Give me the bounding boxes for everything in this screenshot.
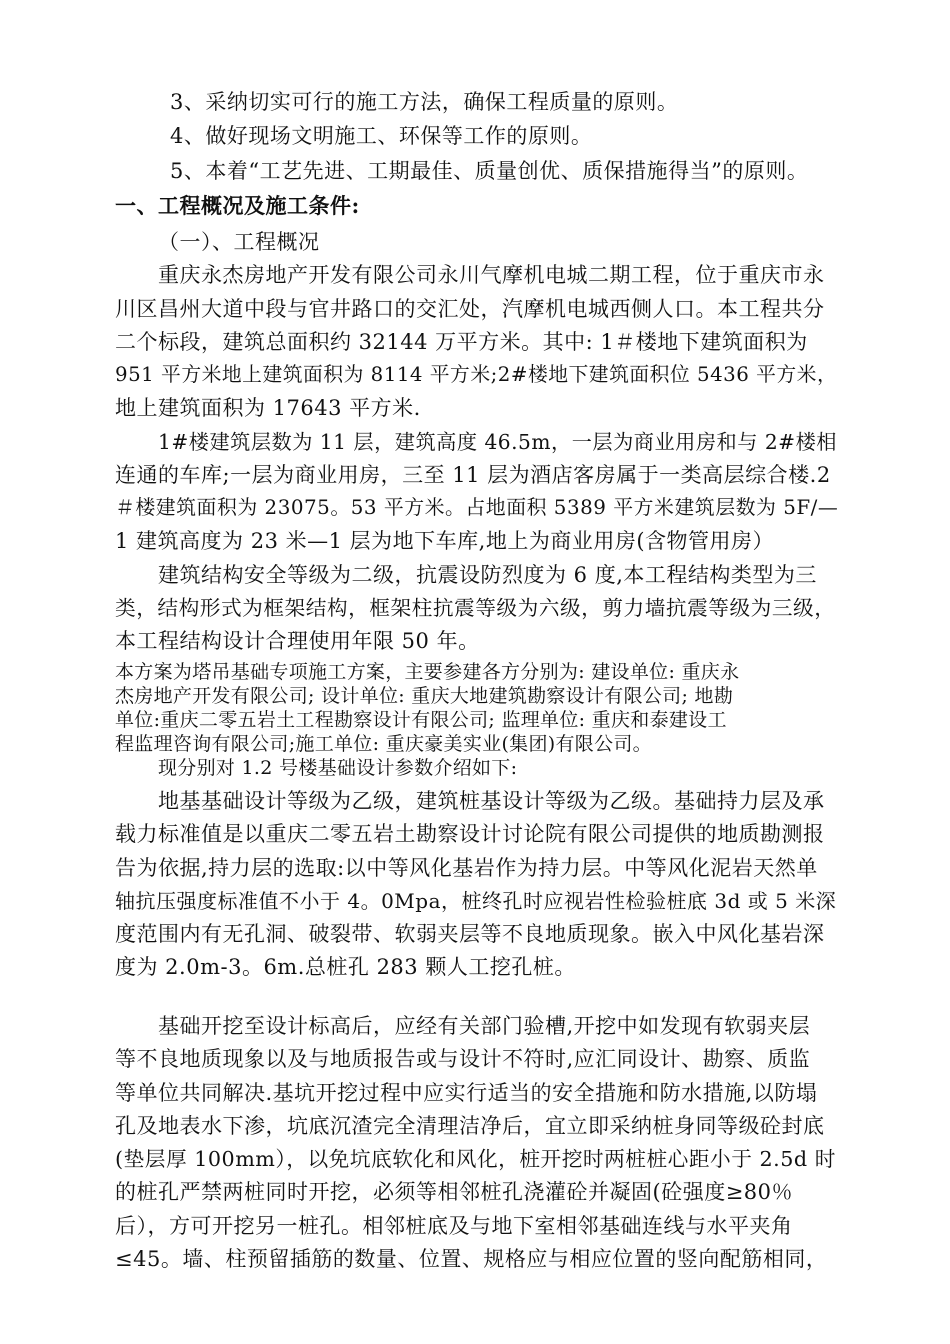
- paragraph-line: 等不良地质现象以及与地质报告或与设计不符时,应汇同设计、勘察、质监: [115, 1047, 811, 1071]
- paragraph-line: 川区昌州大道中段与官井路口的交汇处，汽摩机电城西侧人口。本工程共分: [115, 297, 825, 321]
- paragraph-line: 告为依据,持力层的选取:以中等风化基岩作为持力层。中等风化泥岩天然单: [115, 856, 818, 880]
- principle-5: 5、本着“工艺先进、工期最佳、质量创优、质保措施得当”的原则。: [170, 159, 809, 183]
- paragraph-line: 本方案为塔吊基础专项施工方案，主要参建各方分别为: 建设单位: 重庆永: [115, 661, 740, 683]
- paragraph-line: 孔及地表水下渗，坑底沉渣完全清理洁净后，宜立即采纳桩身同等级砼封底: [115, 1114, 825, 1138]
- paragraph-line: 度为 2.0m-3。6m.总桩孔 283 颗人工挖孔桩。: [115, 955, 576, 979]
- paragraph-line: 重庆永杰房地产开发有限公司永川气摩机电城二期工程，位于重庆市永: [158, 263, 825, 287]
- paragraph-line: ≤45。墙、柱预留插筋的数量、位置、规格应与相应位置的竖向配筋相同，: [115, 1247, 828, 1271]
- principle-4: 4、做好现场文明施工、环保等工作的原则。: [170, 124, 593, 148]
- paragraph-line: 地基基础设计等级为乙级，建筑桩基设计等级为乙级。基础持力层及承: [158, 789, 825, 813]
- paragraph-line: 现分别对 1.2 号楼基础设计参数介绍如下:: [158, 757, 518, 779]
- section-heading: 一、工程概况及施工条件:: [115, 193, 360, 218]
- paragraph-line: ＃楼建筑面积为 23075。53 平方米。占地面积 5389 平方米建筑层数为 5F/—: [115, 496, 839, 519]
- paragraph-line: 等单位共同解决.基坑开挖过程中应实行适当的安全措施和防水措施,以防塌: [115, 1081, 818, 1105]
- paragraph-line: (垫层厚 100mm），以免坑底软化和风化，桩开挖时两桩桩心距小于 2.5d 时: [115, 1147, 836, 1171]
- paragraph-line: 后），方可开挖另一桩孔。相邻桩底及与地下室相邻基础连线与水平夹角: [115, 1214, 793, 1238]
- paragraph-line: 程监理咨询有限公司;施工单位: 重庆豪美实业(集团)有限公司。: [115, 733, 652, 755]
- paragraph-line: 轴抗压强度标准值不小于 4。0Mpa，桩终孔时应视岩性检验桩底 3d 或 5 米深: [115, 889, 837, 913]
- paragraph-line: 基础开挖至设计标高后，应经有关部门验槽,开挖中如发现有软弱夹层: [158, 1014, 811, 1038]
- paragraph-line: 单位:重庆二零五岩土工程勘察设计有限公司; 监理单位: 重庆和泰建设工: [115, 709, 727, 731]
- paragraph-line: 本工程结构设计合理使用年限 50 年。: [115, 629, 480, 653]
- paragraph-line: 951 平方米地上建筑面积为 8114 平方米;2#楼地下建筑面积位 5436 平方米，: [115, 363, 838, 386]
- paragraph-line: 的桩孔严禁两桩同时开挖，必须等相邻桩孔浇灌砼并凝固(砼强度≥80％: [115, 1180, 794, 1204]
- paragraph-line: 载力标准值是以重庆二零五岩土勘察设计讨论院有限公司提供的地质勘测报: [115, 822, 825, 846]
- paragraph-line: 连通的车库;一层为商业用房，三至 11 层为酒店客房属于一类高层综合楼.2: [115, 463, 831, 487]
- paragraph-line: 杰房地产开发有限公司; 设计单位: 重庆大地建筑勘察设计有限公司; 地勘: [115, 685, 734, 707]
- paragraph-line: 类，结构形式为框架结构，框架柱抗震等级为六级，剪力墙抗震等级为三级，: [115, 596, 836, 620]
- paragraph-line: 1 建筑高度为 23 米—1 层为地下车库,地上为商业用房(含物管用房）: [115, 529, 775, 553]
- paragraph-line: 建筑结构安全等级为二级，抗震设防烈度为 6 度,本工程结构类型为三: [158, 563, 817, 587]
- principle-3: 3、采纳切实可行的施工方法，确保工程质量的原则。: [170, 90, 679, 114]
- paragraph-line: 二个标段，建筑总面积约 32144 万平方米。其中: 1＃楼地下建筑面积为: [115, 330, 808, 354]
- paragraph-line: 地上建筑面积为 17643 平方米.: [115, 396, 421, 420]
- paragraph-line: 1#楼建筑层数为 11 层，建筑高度 46.5m，一层为商业用房和与 2#楼相: [158, 430, 837, 454]
- paragraph-line: 度范围内有无孔洞、破裂带、软弱夹层等不良地质现象。嵌入中风化基岩深: [115, 922, 825, 946]
- subheading: （一）、工程概况: [158, 230, 320, 254]
